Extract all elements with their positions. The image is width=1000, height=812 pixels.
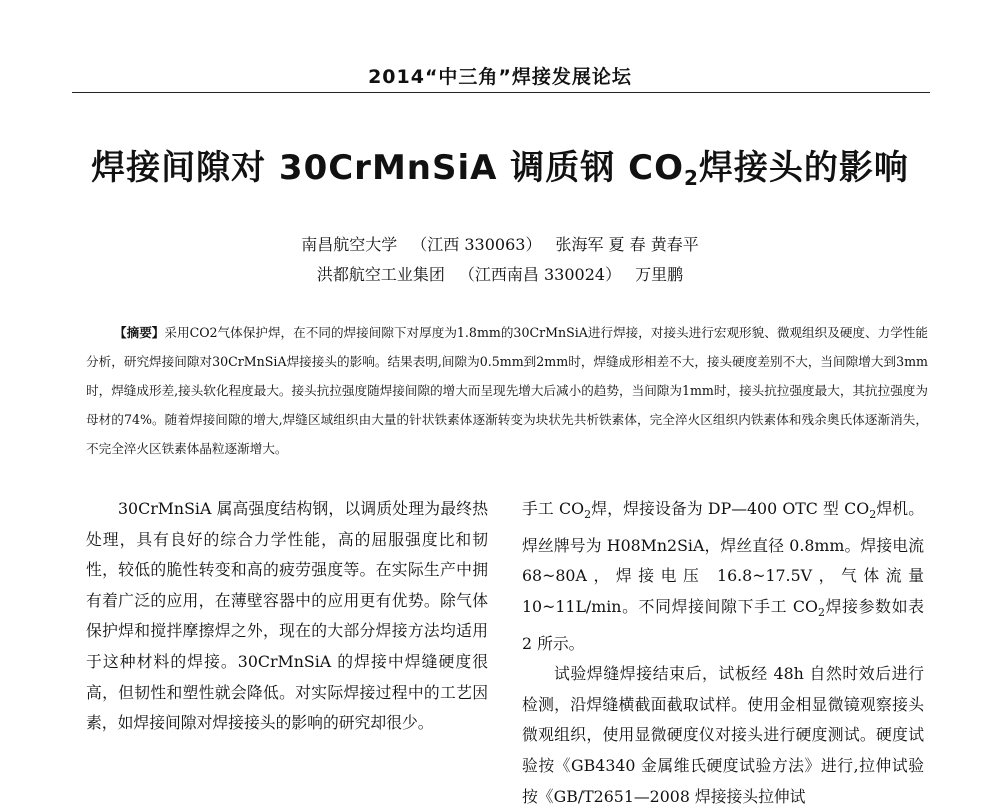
title-part-1: 焊接间隙对 30CrMnSiA 调质钢 CO bbox=[91, 148, 684, 188]
body-text: 焊机。焊丝牌号为 H08Mn2SiA，焊丝直径 0.8mm。焊接电流 68~80A，焊接电压 16.8~17.5V，气体流量 10~11L/min。不同焊接间隙下手工 CO bbox=[522, 499, 924, 616]
subscript: 2 bbox=[869, 508, 877, 522]
paper-title bbox=[0, 140, 1000, 190]
affiliation-authors: 张海军 夏 春 黄春平 bbox=[555, 235, 699, 254]
affiliation-line-2 bbox=[0, 262, 1000, 285]
affiliation-authors: 万里鹏 bbox=[635, 265, 684, 284]
subscript: 2 bbox=[817, 606, 825, 620]
running-header: 2014“中三角”焊接发展论坛 bbox=[368, 66, 632, 88]
title-part-2: 焊接头的影响 bbox=[698, 148, 909, 188]
affiliation-line-1 bbox=[0, 232, 1000, 255]
affiliation-org: 南昌航空大学 bbox=[301, 235, 398, 254]
affiliation-org: 洪都航空工业集团 bbox=[316, 265, 445, 284]
body-paragraph bbox=[522, 494, 924, 659]
body-text: 手工 CO bbox=[522, 499, 585, 518]
abstract-label: 【摘要】 bbox=[114, 325, 165, 340]
title-subscript: 2 bbox=[683, 166, 699, 190]
subscript: 2 bbox=[584, 508, 592, 522]
body-column-right bbox=[522, 494, 924, 812]
body-text: 焊，焊接设备为 DP—400 OTC 型 CO bbox=[591, 499, 870, 518]
body-paragraph: 试验焊缝焊接结束后，试板经 48h 自然时效后进行检测，沿焊缝横截面截取试样。使用金相显微镜观察接头微观组织，使用显微硬度仪对接头进行硬度测试。硬度试验按《GB4340 金属维氏硬度试验方法》进行,拉伸试验按《GB/T2651—2008 焊接接头拉伸试 bbox=[522, 664, 924, 806]
abstract-text: 采用CO2气体保护焊，在不同的焊接间隙下对厚度为1.8mm的30CrMnSiA进行焊接，对接头进行宏观形貌、微观组织及硬度、力学性能分析，研究焊接间隙对30CrMnSiA焊接接头的影响。结果表明,间隙为0.5mm到2mm时，焊缝成形相差不大，接头硬度差别不大，当间隙增大到3mm时，焊缝成形差,接头软化程度最大。接头抗拉强度随焊接间隙的增大而呈现先增大后减小的趋势，当间隙为1mm时，接头抗拉强度最大，其抗拉强度为母材的74%。随着焊接间隙的增大,焊缝区域组织由大量的针状铁素体逐渐转变为块状先共析铁素体，完全淬火区组织内铁素体和残余奥氏体逐渐消失，不完全淬火区铁素体晶粒逐渐增大。 bbox=[86, 325, 928, 456]
body-paragraph: 30CrMnSiA 属高强度结构钢，以调质处理为最终热处理，具有良好的综合力学性能，高的屈服强度比和韧性，较低的脆性转变和高的疲劳强度等。在实际生产中拥有着广泛的应用，在薄壁容器中的应用更有优势。除气体保护焊和搅拌摩擦焊之外，现在的大部分焊接方法均适用于这种材料的焊接。30CrMnSiA 的焊接中焊缝硬度很高，但韧性和塑性就会降低。对实际焊接过程中的工艺因素，如焊接间隙对焊接接头的影响的研究却很少。 bbox=[86, 499, 488, 733]
abstract bbox=[86, 318, 928, 463]
affiliation-location: （江西南昌 330024） bbox=[458, 265, 622, 284]
affiliation-location: （江西 330063） bbox=[411, 235, 542, 254]
body-column-left bbox=[86, 494, 488, 739]
header-rule bbox=[72, 92, 930, 93]
body-text: 焊接参数如表 2 所示。 bbox=[522, 596, 924, 653]
